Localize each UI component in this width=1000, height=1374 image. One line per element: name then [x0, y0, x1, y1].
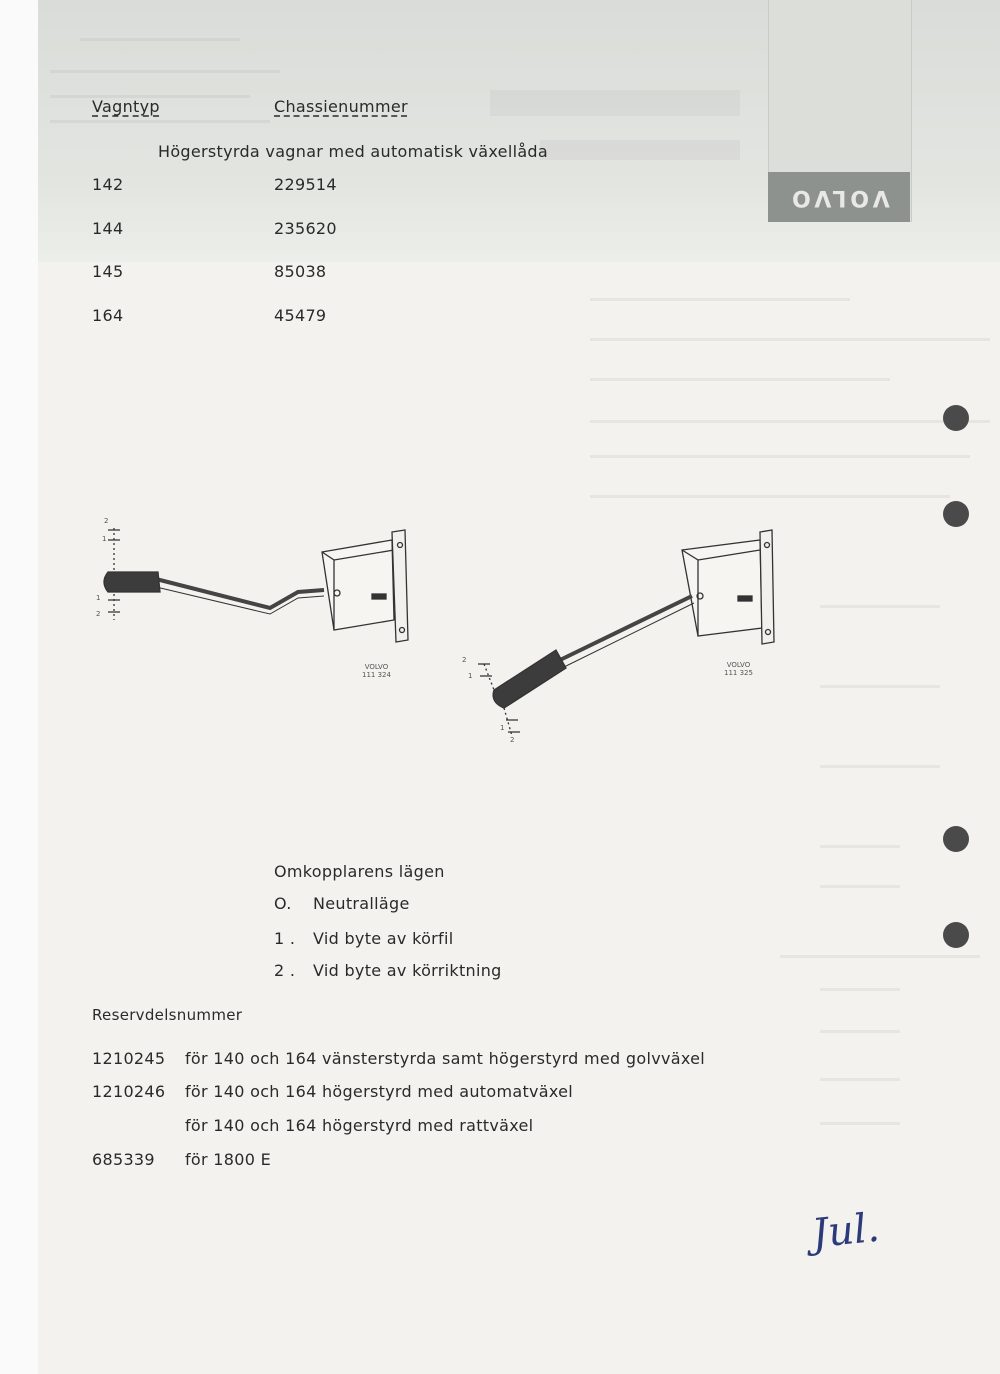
part-number: 1210245 — [92, 1049, 166, 1068]
column-header-vagntyp: Vagntyp — [92, 97, 160, 116]
punch-hole — [943, 922, 969, 948]
part-number: 685339 — [92, 1150, 155, 1169]
chassis-number: 235620 — [274, 219, 337, 238]
part-description: för 140 och 164 högerstyrd med automatväxel — [185, 1082, 574, 1101]
chassis-number: 45479 — [274, 306, 327, 325]
part-description: för 1800 E — [185, 1150, 271, 1169]
position-label: 1 — [96, 594, 101, 602]
switch-figure-left — [104, 528, 408, 642]
position-label: 2 — [462, 656, 467, 664]
column-header-chassienummer: Chassienummer — [274, 97, 408, 116]
position-label: 2 — [104, 517, 109, 525]
showthrough-volvo-logo: VOLVO — [768, 172, 910, 222]
vehicle-type: 164 — [92, 306, 124, 325]
position-label: 1 — [500, 724, 505, 732]
part-description: för 140 och 164 högerstyrd med rattväxel — [185, 1116, 534, 1135]
part-description: för 140 och 164 vänsterstyrda samt högerstyrd med golvväxel — [185, 1049, 705, 1068]
punch-hole — [943, 405, 969, 431]
parts-title: Reservdelsnummer — [92, 1006, 243, 1024]
position-number: O. — [274, 894, 292, 913]
position-text: Vid byte av körriktning — [313, 961, 502, 980]
vehicle-type: 142 — [92, 175, 124, 194]
position-number: 2 . — [274, 961, 296, 980]
position-label: 2 — [96, 610, 101, 618]
subtitle: Högerstyrda vagnar med automatisk växellåda — [158, 142, 548, 161]
figure-label-right: VOLVO 111 325 — [724, 661, 753, 677]
vehicle-type: 145 — [92, 262, 124, 281]
positions-title: Omkopplarens lägen — [274, 862, 445, 881]
punch-hole — [943, 501, 969, 527]
position-label: 1 — [102, 535, 107, 543]
position-label: 1 — [468, 672, 473, 680]
part-number: 1210246 — [92, 1082, 166, 1101]
position-number: 1 . — [274, 929, 296, 948]
position-text: Neutralläge — [313, 894, 410, 913]
punch-hole — [943, 826, 969, 852]
vehicle-type: 144 — [92, 219, 124, 238]
chassis-number: 85038 — [274, 262, 327, 281]
position-text: Vid byte av körfil — [313, 929, 454, 948]
switch-figure-right — [478, 530, 774, 736]
figure-label-left: VOLVO 111 324 — [362, 663, 391, 679]
handwritten-signature: Jul. — [809, 1204, 882, 1258]
chassis-number: 229514 — [274, 175, 337, 194]
position-label: 2 — [510, 736, 515, 744]
